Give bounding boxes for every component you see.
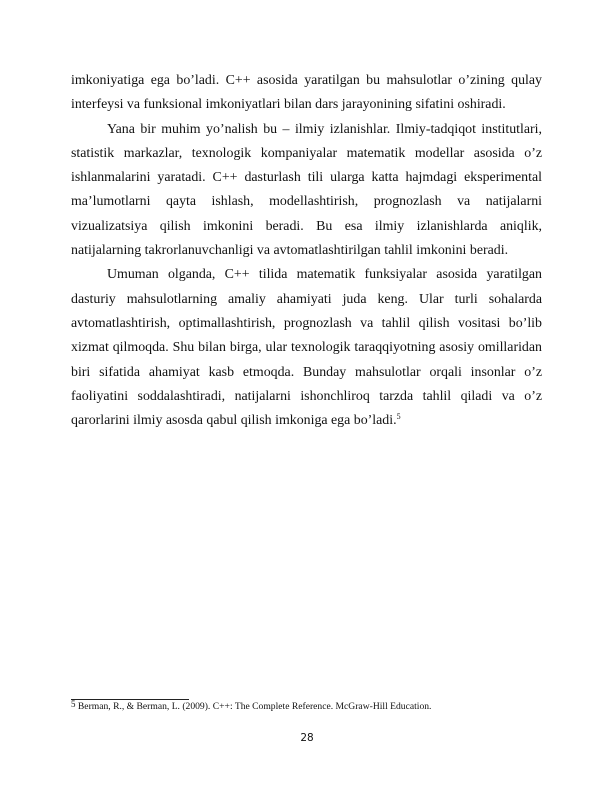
page-number: 28 [300,732,314,744]
paragraph-text: Umuman olganda, C++ tilida matematik funksiyalar asosida yaratilgan dasturiy mahsulotlarning amaliy ahamiyati juda keng. Ular turli sohalarda avtomatlashtirish, optimallashtirish, prognozlash va tahlil qilish vositasi bo’lib xizmat qilmoqda. Shu bilan birga, ular texnologik taraqqiyotning asosiy omillaridan biri sifatida ahamiyat kasb etmoqda. Bunday mahsulotlar orqali insonlar o’z faoliyatini soddalashtiradi, natijalarni ishonchliroq tarzda tahlil qiladi va o’z qarorlarini ilmiy asosda qabul qilish imkoniga ega bo’ladi. [71,267,542,429]
paragraph-summary [71,263,542,433]
paragraph-text: imkoniyatiga ega bo’ladi. C++ asosida yaratilgan bu mahsulotlar o’zining qulay interfeysi va funksional imkoniyatlari bilan dars jarayonining sifatini oshiradi. [71,73,542,113]
footnote-number: 5 [71,699,76,709]
footnote-text: Berman, R., & Berman, L. (2009). C++: The Complete Reference. McGraw-Hill Education. [77,701,432,712]
footnote-reference[interactable]: 5 [396,412,401,422]
paragraph-continuation [71,69,542,118]
footnote [71,700,551,714]
paragraph-research [71,118,542,264]
paragraph-text: Yana bir muhim yo’nalish bu – ilmiy izlanishlar. Ilmiy-tadqiqot institutlari, statistik markazlar, texnologik kompaniyalar matematik modellar asosida o’z ishlanmalarini yaratadi. C++ dasturlash tili ularga katta hajmdagi eksperimental ma’lumotlarni qayta ishlash, modellashtirish, prognozlash va natijalarni vizualizatsiya qilish imkonini beradi. Bu esa ilmiy izlanishlarda aniqlik, natijalarning takrorlanuvchanligi va avtomatlashtirilgan tahlil imkonini beradi. [71,121,542,259]
body-text [71,69,542,433]
